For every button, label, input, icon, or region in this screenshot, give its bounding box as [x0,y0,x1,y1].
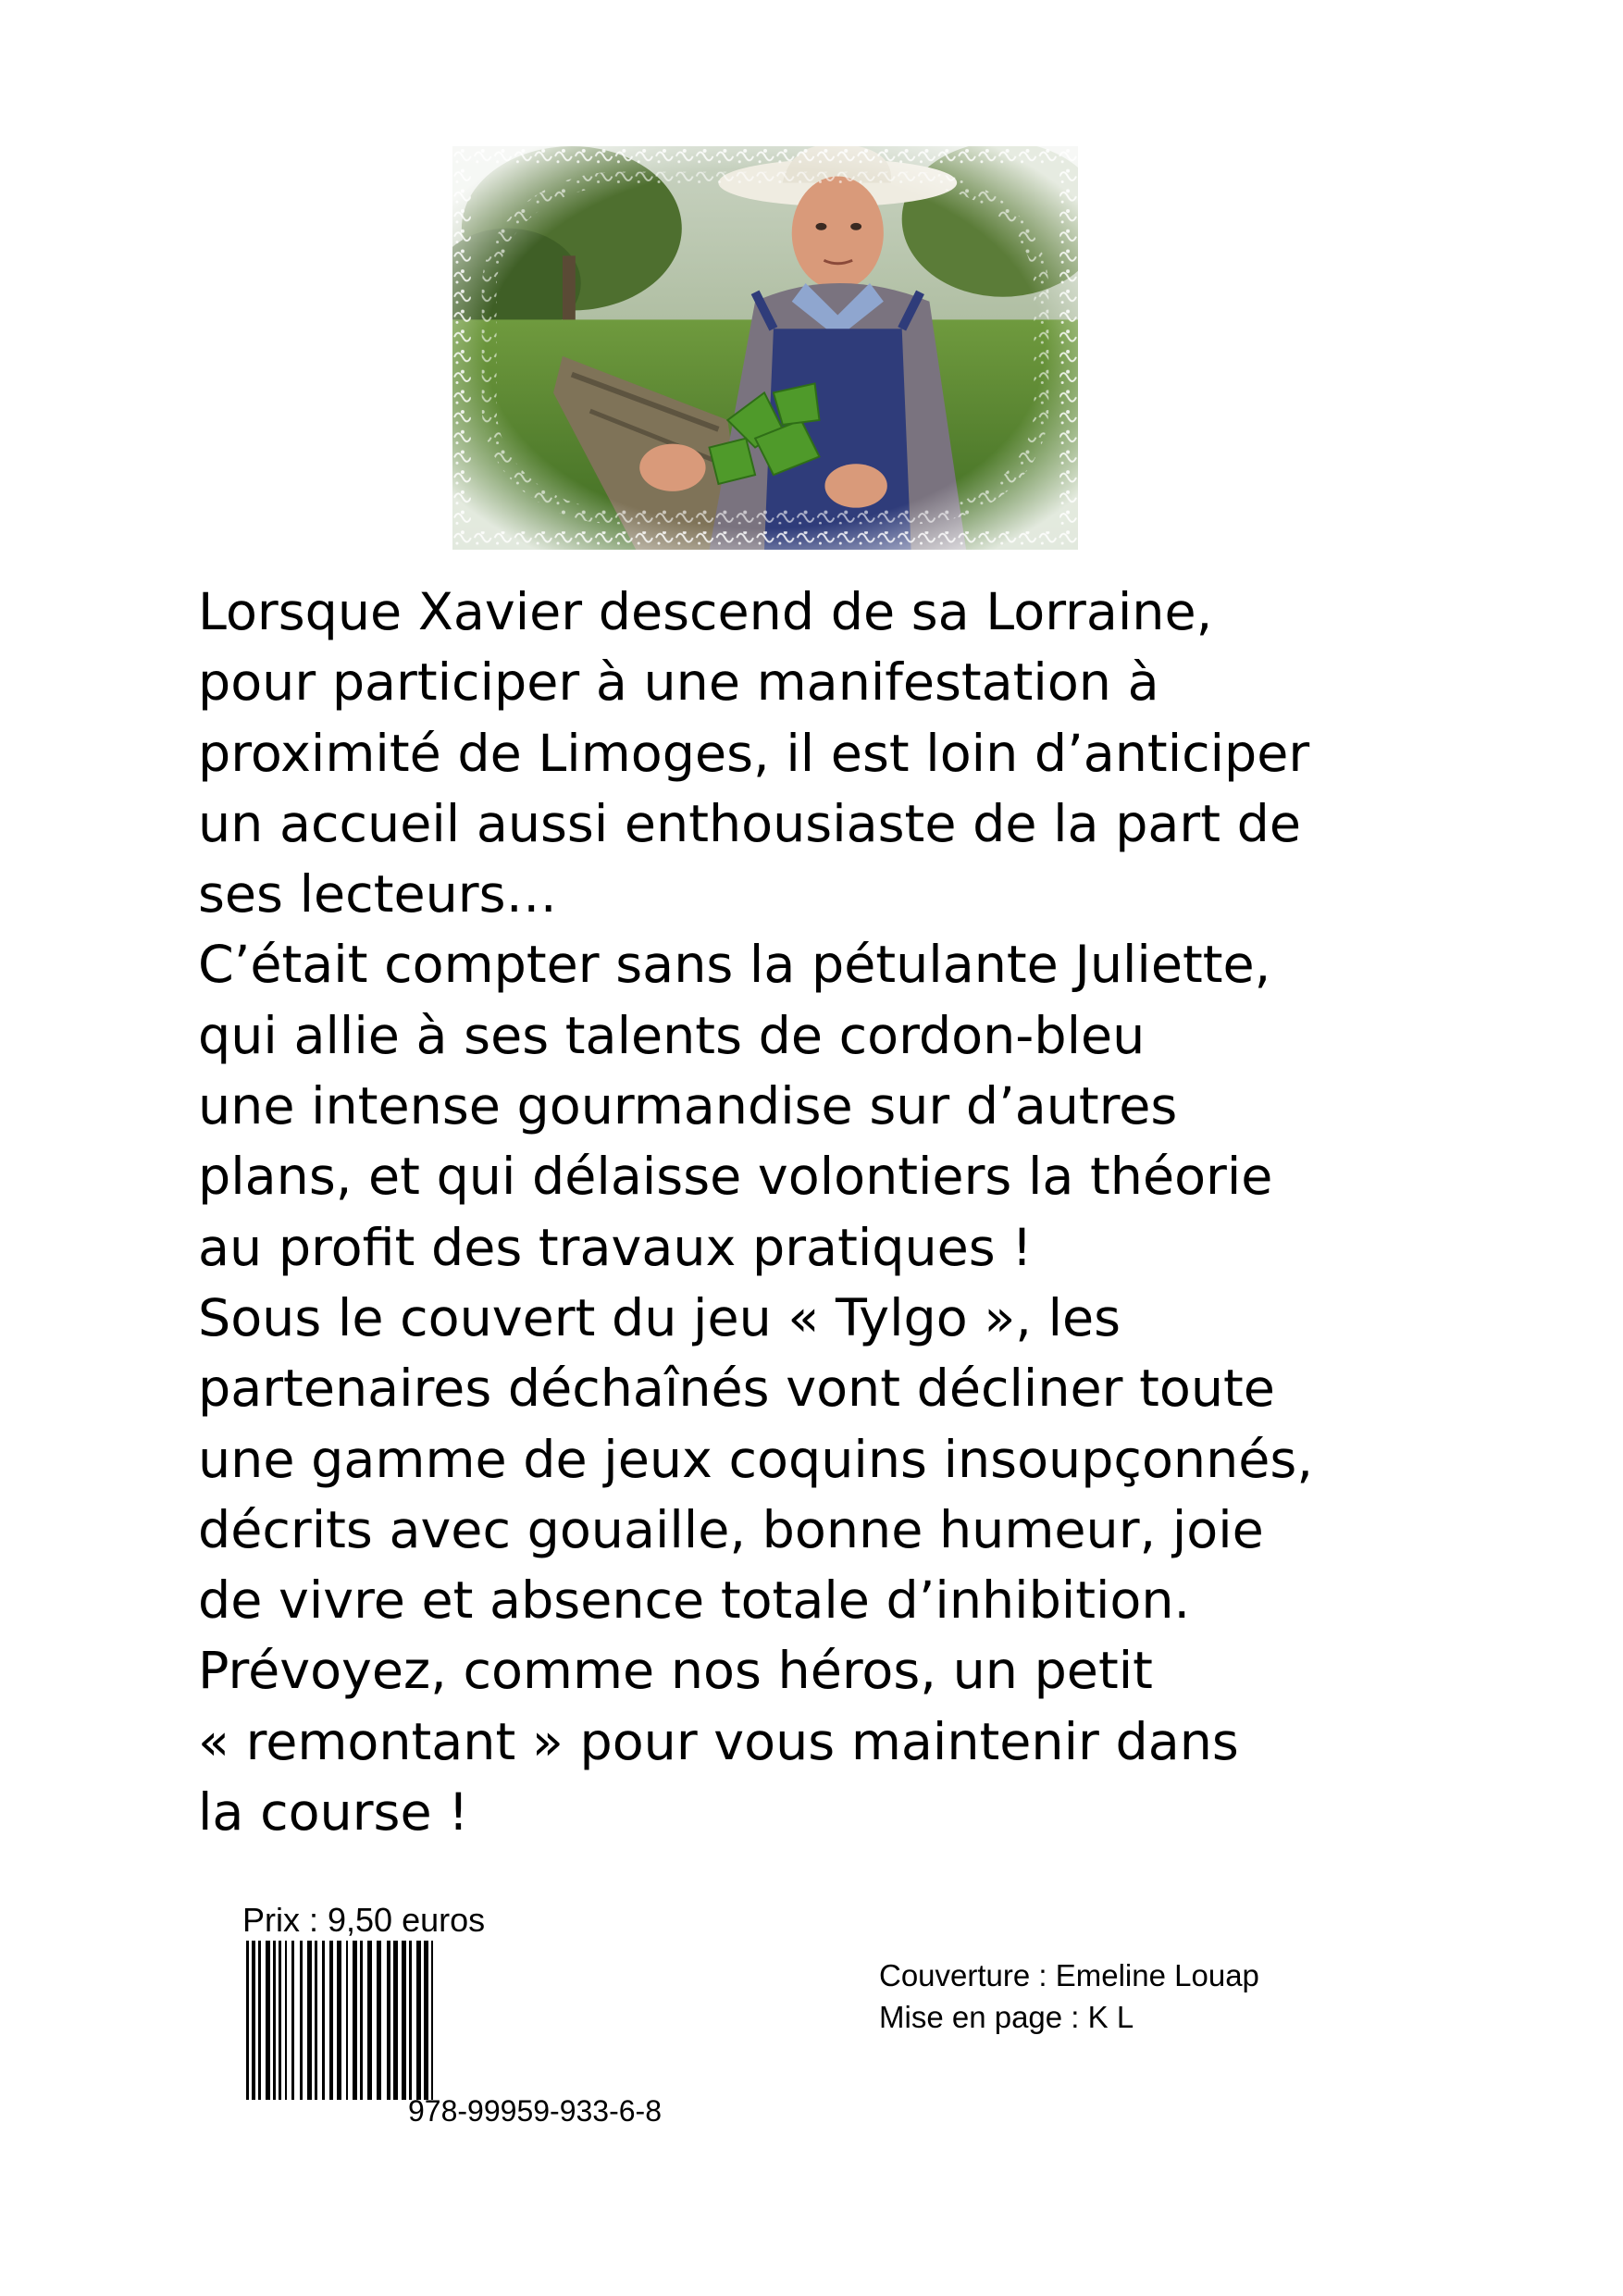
barcode-bar [252,1941,255,2100]
blurb-line: Sous le couvert du jeu « Tylgo », les [198,1287,1121,1348]
barcode-bar [300,1941,303,2100]
blurb-line: Prévoyez, comme nos héros, un petit [198,1641,1153,1702]
barcode-bar [346,1941,348,2100]
author-portrait-with-nettle-photo [452,146,1078,550]
barcode-bar [360,1941,363,2100]
blurb-line: la course ! [198,1782,469,1843]
blurb-line: de vivre et absence totale d’inhibition. [198,1570,1191,1632]
barcode-bar [409,1941,412,2100]
barcode-bar [402,1941,406,2100]
barcode-bar [353,1941,357,2100]
barcode-bar [279,1941,281,2100]
blurb-line: au profit des travaux pratiques ! [198,1217,1033,1278]
barcode-bar [393,1941,398,2100]
barcode-bar [387,1941,390,2100]
blurb-line: qui allie à ses talents de cordon-bleu [198,1005,1146,1066]
back-cover-blurb [198,577,1493,1848]
author-photo [450,143,1081,552]
barcode-bar [315,1941,317,2100]
isbn-number: 978-99959-933-6-8 [408,2094,662,2128]
barcode-bar [285,1941,287,2100]
blurb-line: « remontant » pour vous maintenir dans [198,1711,1239,1772]
barcode-bar [416,1941,421,2100]
barcode-bar [291,1941,294,2100]
barcode-bar [337,1941,341,2100]
barcode-bar [307,1941,312,2100]
barcode-bar [367,1941,372,2100]
blurb-line: décrits avec gouaille, bonne humeur, joie [198,1499,1264,1560]
barcode-bar [424,1941,428,2100]
blurb-line: une intense gourmandise sur d’autres [198,1076,1178,1137]
barcode-bar [329,1941,333,2100]
blurb-line: ses lecteurs… [198,864,558,925]
blurb-line: partenaires déchaînés vont décliner toute [198,1359,1275,1420]
barcode-bar [273,1941,276,2100]
blurb-line: Lorsque Xavier descend de sa Lorraine, [198,582,1213,642]
blurb-line: pour participer à une manifestation à [198,652,1159,714]
blurb-line: C’était compter sans la pétulante Juliette, [198,935,1271,996]
credits [879,1955,1259,2038]
blurb-line: un accueil aussi enthousiaste de la part de [198,793,1302,854]
barcode-bar [377,1941,381,2100]
layout-credit: Mise en page : K L [879,2000,1134,2034]
barcode-bar [258,1941,261,2100]
blurb-line: une gamme de jeux coquins insoupçonnés, [198,1429,1313,1490]
barcode-bar [266,1941,270,2100]
cover-credit: Couverture : Emeline Louap [879,1958,1259,1992]
barcode-bar [431,1941,433,2100]
blurb-line: plans, et qui délaisse volontiers la théorie [198,1147,1273,1208]
blurb-line: proximité de Limoges, il est loin d’anticiper [198,723,1310,784]
barcode-bar [246,1941,249,2100]
isbn-barcode [242,1941,827,2100]
barcode-bar [322,1941,325,2100]
price-label: Prix : 9,50 euros [242,1901,486,1939]
